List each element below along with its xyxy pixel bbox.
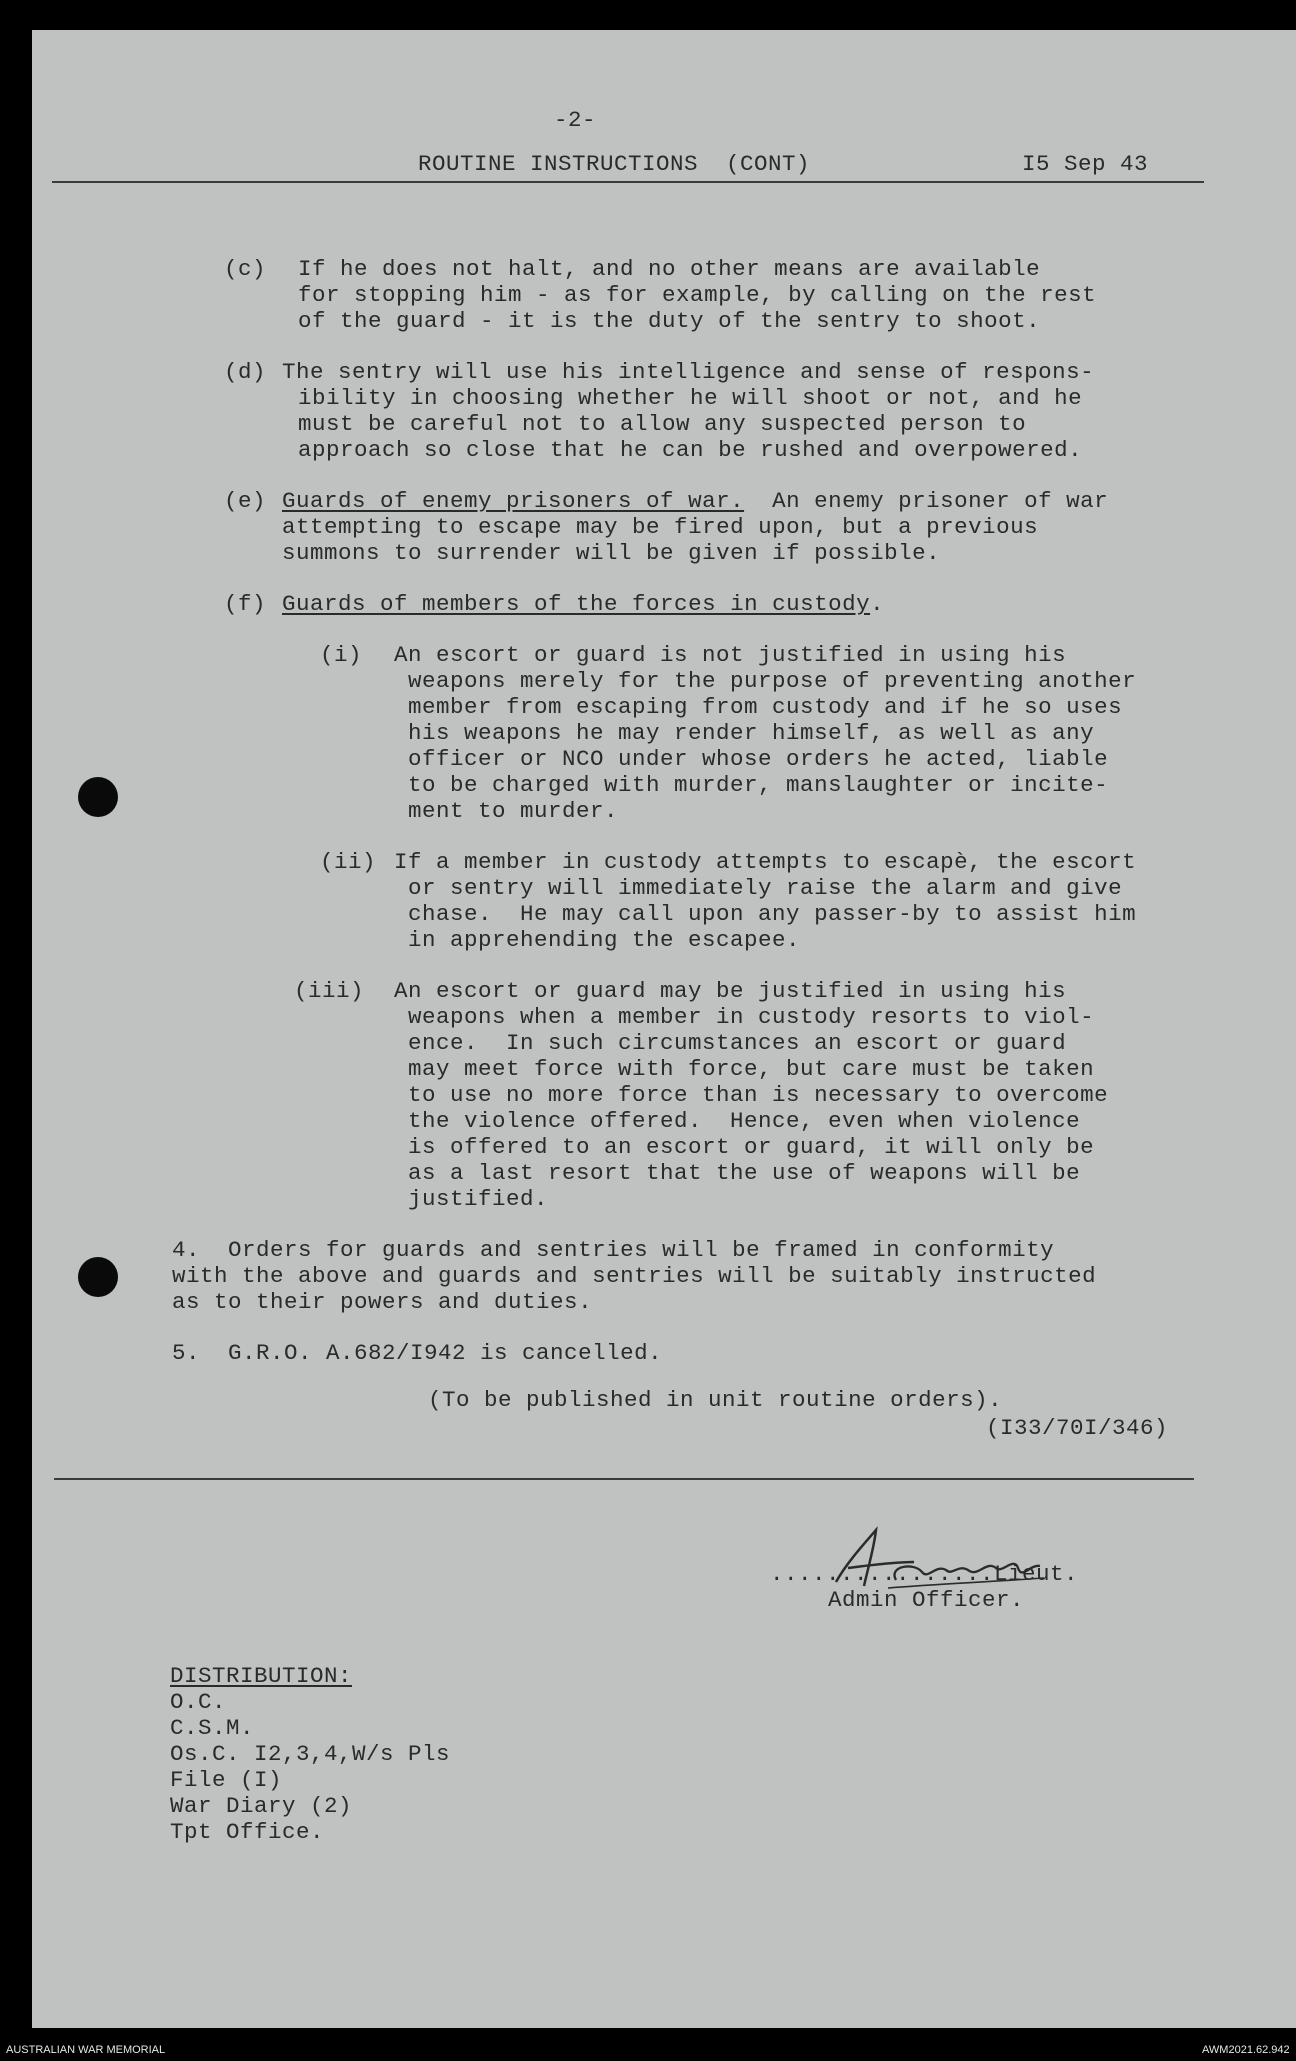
document-title: ROUTINE INSTRUCTIONS (CONT) [418, 151, 811, 177]
distribution-heading: DISTRIBUTION: [170, 1663, 353, 1689]
para-fii-label: (ii) [320, 849, 377, 875]
punch-hole-lower [78, 1257, 118, 1297]
para-4-line-2: with the above and guards and sentries will be suitably instructed [172, 1263, 1097, 1289]
para-c-line-3: of the guard - it is the duty of the sentry to shoot. [298, 308, 1041, 334]
para-e-first-line-rest: An enemy prisoner of war [744, 488, 1109, 514]
para-e-line-3: summons to surrender will be given if possible. [282, 540, 941, 566]
para-fii-line-2: or sentry will immediately raise the alarm and give [408, 875, 1123, 901]
para-fiii-label: (iii) [294, 978, 365, 1004]
para-fi-label: (i) [320, 642, 363, 668]
distribution-item: Tpt Office. [170, 1819, 325, 1845]
page-number: -2- [554, 107, 597, 133]
para-fiii-line-3: ence. In such circumstances an escort or guard [408, 1030, 1067, 1056]
para-fiii-line-1: An escort or guard may be justified in using his [394, 978, 1067, 1004]
para-fiii-line-4: may meet force with force, but care must be taken [408, 1056, 1095, 1082]
para-fiii-line-5: to use no more force than is necessary to overcome [408, 1082, 1109, 1108]
para-c-line-2: for stopping him - as for example, by calling on the rest [298, 282, 1097, 308]
signature-dots-rank: ................Lieut. [770, 1561, 1079, 1587]
para-fiii-line-8: as a last resort that the use of weapons will be [408, 1160, 1081, 1186]
distribution-item: C.S.M. [170, 1715, 255, 1741]
para-fi-line-1: An escort or guard is not justified in using his [394, 642, 1067, 668]
para-c-label: (c) [224, 256, 267, 282]
file-reference: (I33/70I/346) [986, 1415, 1169, 1441]
header-rule [52, 181, 1204, 183]
para-fi-line-3: member from escaping from custody and if he so uses [408, 694, 1123, 720]
para-d-line-1: The sentry will use his intelligence and sense of respons- [282, 359, 1095, 385]
para-d-line-3: must be careful not to allow any suspected person to [298, 411, 1027, 437]
document-page [32, 30, 1296, 2028]
para-d-label: (d) [224, 359, 267, 385]
para-e-heading: Guards of enemy prisoners of war. [282, 488, 745, 514]
distribution-item: File (I) [170, 1767, 283, 1793]
distribution-item: Os.C. I2,3,4,W/s Pls [170, 1741, 451, 1767]
para-fi-line-7: ment to murder. [408, 798, 619, 824]
publish-note: (To be published in unit routine orders). [428, 1387, 1003, 1413]
para-fii-line-3: chase. He may call upon any passer-by to assist him [408, 901, 1137, 927]
para-f-heading-line [282, 592, 884, 618]
para-d-line-2: ibility in choosing whether he will shoot or not, and he [298, 385, 1083, 411]
signature-role: Admin Officer. [828, 1587, 1025, 1613]
para-4-line-3: as to their powers and duties. [172, 1289, 593, 1315]
footer-institution: AUSTRALIAN WAR MEMORIAL [6, 2044, 166, 2056]
para-fi-line-2: weapons merely for the purpose of preventing another [408, 668, 1137, 694]
distribution-item: War Diary (2) [170, 1793, 353, 1819]
para-f-label: (f) [224, 591, 267, 617]
para-fiii-line-7: is offered to an escort or guard, it will only be [408, 1134, 1095, 1160]
signature-rule [54, 1478, 1194, 1480]
para-f-heading-end: . [870, 591, 885, 617]
para-4-line-1: 4. Orders for guards and sentries will be framed in conformity [172, 1237, 1055, 1263]
para-fii-line-4: in apprehending the escapee. [408, 927, 801, 953]
para-c-line-1: If he does not halt, and no other means are available [298, 256, 1041, 282]
para-e-line-1 [282, 489, 1108, 515]
para-fi-line-5: officer or NCO under whose orders he acted, liable [408, 746, 1109, 772]
document-date: I5 Sep 43 [1022, 151, 1149, 177]
para-fiii-line-2: weapons when a member in custody resorts to viol- [408, 1004, 1095, 1030]
footer-accession-number: AWM2021.62.942 [1202, 2044, 1290, 2056]
para-d-line-4: approach so close that he can be rushed and overpowered. [298, 437, 1083, 463]
para-e-line-2: attempting to escape may be fired upon, but a previous [282, 514, 1039, 540]
punch-hole-upper [78, 777, 118, 817]
para-f-heading: Guards of members of the forces in custody [282, 591, 871, 617]
distribution-item: O.C. [170, 1689, 227, 1715]
para-e-label: (e) [224, 488, 267, 514]
para-fi-line-4: his weapons he may render himself, as well as any [408, 720, 1095, 746]
para-fiii-line-9: justified. [408, 1186, 549, 1212]
para-fii-line-1: If a member in custody attempts to escapè, the escort [394, 849, 1137, 875]
para-5: 5. G.R.O. A.682/I942 is cancelled. [172, 1340, 663, 1366]
para-fi-line-6: to be charged with murder, manslaughter or incite- [408, 772, 1109, 798]
para-fiii-line-6: the violence offered. Hence, even when violence [408, 1108, 1081, 1134]
